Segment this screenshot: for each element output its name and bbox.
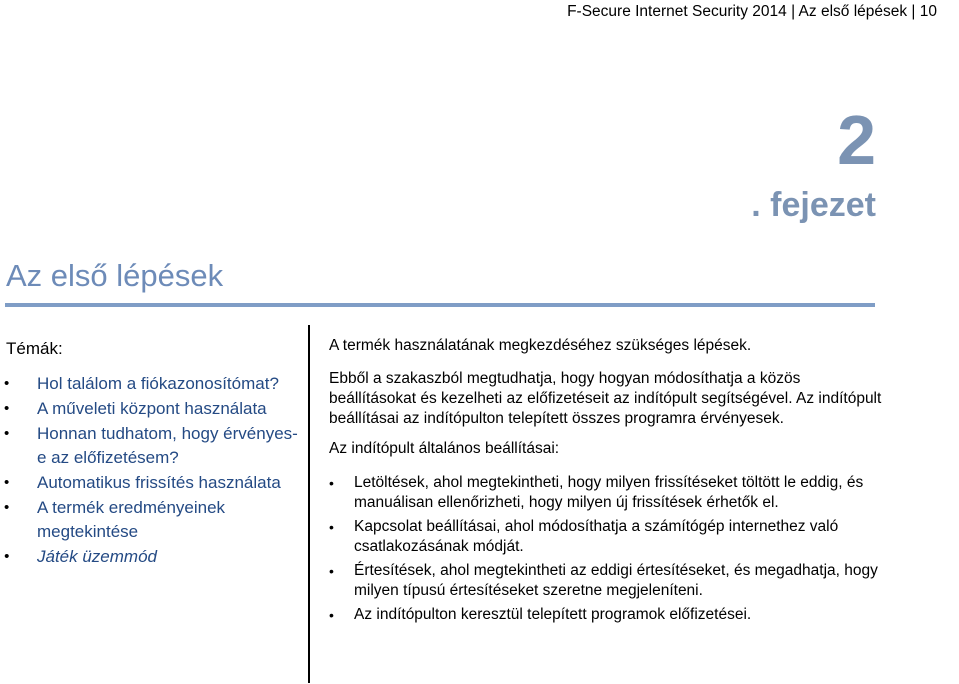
topic-link-action-center[interactable]: • A műveleti központ használata: [0, 397, 300, 421]
column-divider: [308, 325, 310, 683]
chapter-number: 2: [837, 101, 876, 179]
topic-link-automatic-updates[interactable]: • Automatikus frissítés használata: [0, 471, 300, 495]
topic-link-product-results[interactable]: • A termék eredményeinek megtekintése: [0, 496, 300, 544]
list-item: • Értesítések, ahol megtekintheti az eddigi értesítéseket, és megadhatja, hogy milyen típusú értesítéseket szeretne megjeleníteni.: [329, 561, 889, 601]
list-item: • Az indítópulton keresztül telepített programok előfizetései.: [329, 605, 889, 625]
paragraph-settings-overview: Ebből a szakaszból megtudhatja, hogy hogyan módosíthatja a közös beállításokat és kezelheti az előfizetéseit az indítópult segítségével. Az indítópult beállításai az indítópulton telepített összes programra érvényesek.: [329, 370, 882, 427]
page-title: Az első lépések: [6, 258, 224, 293]
topic-link-game-mode[interactable]: • Játék üzemmód: [0, 545, 300, 569]
page-header: F-Secure Internet Security 2014 | Az első lépések | 10: [567, 3, 937, 20]
title-rule: [5, 303, 875, 307]
topics-list: [0, 372, 300, 570]
paragraph-general-settings: Az indítópult általános beállításai:: [329, 440, 560, 457]
topic-link-account-id[interactable]: • Hol találom a fiókazonosítómat?: [0, 372, 300, 396]
settings-list: [329, 473, 889, 625]
list-item: • Letöltések, ahol megtekintheti, hogy milyen frissítéseket töltött le eddig, és manuálisan ellenőrizheti, hogy milyen új frissítések érhetők el.: [329, 473, 889, 513]
chapter-label: . fejezet: [751, 186, 876, 224]
topic-link-subscription-validity[interactable]: • Honnan tudhatom, hogy érvényes-e az előfizetésem?: [0, 422, 300, 470]
topics-heading: Témák:: [6, 339, 63, 358]
list-item: • Kapcsolat beállításai, ahol módosíthatja a számítógép internethez való csatlakozásának módját.: [329, 517, 889, 557]
intro-text: A termék használatának megkezdéséhez szükséges lépések.: [329, 337, 752, 354]
main-content: [329, 336, 889, 629]
